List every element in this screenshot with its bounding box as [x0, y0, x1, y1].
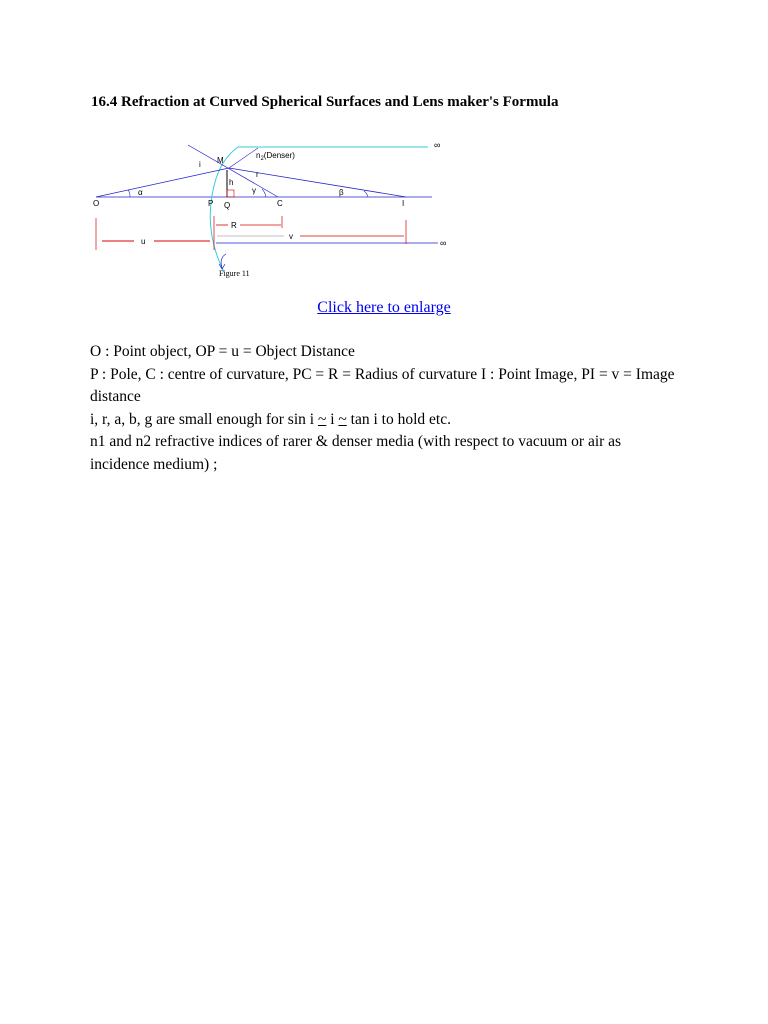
enlarge-link[interactable]: Click here to enlarge	[317, 299, 451, 316]
label-i-angle: i	[199, 160, 201, 169]
label-v: v	[289, 232, 293, 241]
alpha-arc	[128, 190, 130, 197]
infinity-bottom-label: ∞	[440, 238, 447, 248]
paragraph-indices: n1 and n2 refractive indices of rarer & denser media (with respect to vacuum or air as incidence medium) ;	[90, 433, 622, 473]
label-h: h	[229, 178, 234, 187]
gamma-arc	[262, 189, 266, 197]
label-n2: $n_2(Denser)$	[256, 151, 295, 162]
refraction-diagram	[88, 130, 458, 285]
label-gamma: γ	[252, 186, 256, 195]
paragraph-object: O : Point object, OP = u = Object Distance	[90, 343, 355, 360]
label-beta: β	[339, 188, 344, 197]
beta-arc	[364, 191, 368, 197]
label-u: u	[141, 237, 146, 246]
spherical-surface	[210, 147, 428, 272]
section-title: 16.4 Refraction at Curved Spherical Surfaces and Lens maker's Formula	[91, 94, 559, 110]
incident-ray	[96, 168, 229, 197]
paragraph-small-angles: i, r, a, b, g are small enough for sin i ~ i ~ tan i to hold etc.	[90, 410, 451, 428]
label-m: M	[217, 156, 224, 165]
label-o: O	[93, 199, 100, 208]
label-radius: R	[231, 221, 237, 230]
right-angle-mark	[227, 190, 234, 197]
label-r-angle: r	[256, 170, 259, 179]
label-c: C	[277, 199, 283, 208]
label-image-i: I	[402, 199, 405, 208]
definitions-text	[90, 341, 680, 477]
label-alpha: α	[138, 188, 143, 197]
infinity-top-label: ∞	[434, 140, 441, 150]
label-p: P	[208, 199, 214, 208]
figure-caption: Figure 11	[219, 269, 250, 278]
label-q: Q	[224, 201, 231, 210]
paragraph-pole: P : Pole, C : centre of curvature, PC = R = Radius of curvature I : Point Image, PI = v = Image distance	[90, 365, 675, 406]
